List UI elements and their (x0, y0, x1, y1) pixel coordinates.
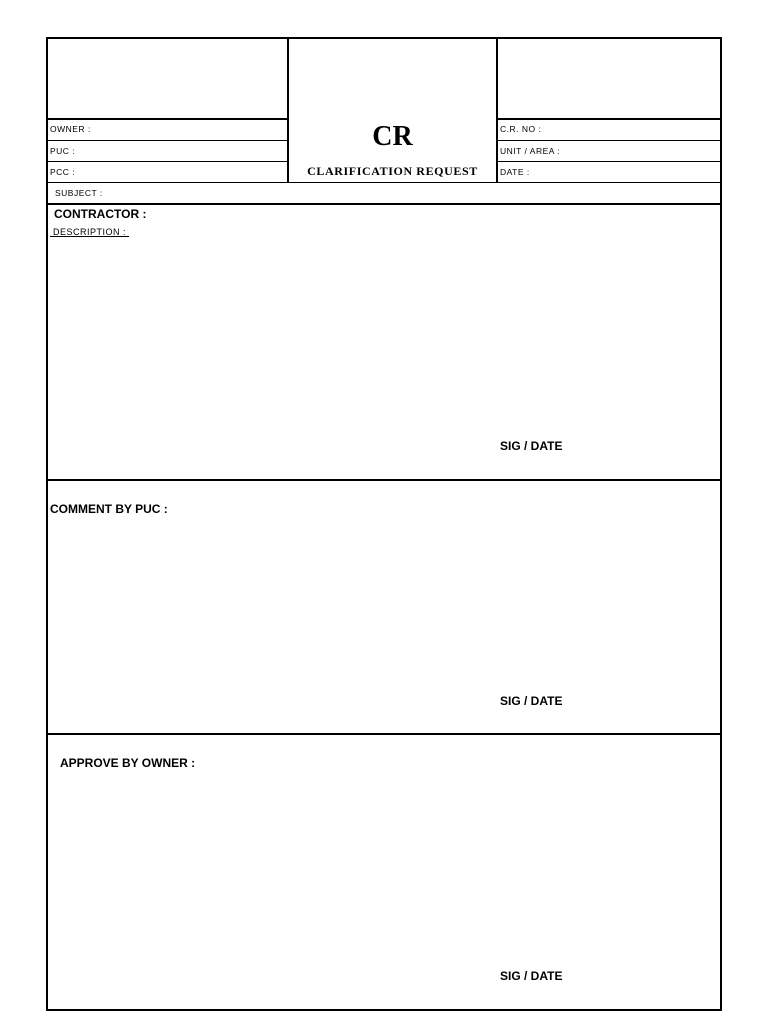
contractor-sig-date: SIG / DATE (500, 439, 563, 453)
subject-bottom-line (46, 203, 722, 205)
right-fields-line-1 (496, 140, 722, 141)
puc-sig-date: SIG / DATE (500, 694, 563, 708)
section-divider-1 (46, 479, 722, 481)
puc-comment-title: COMMENT BY PUC : (50, 502, 168, 516)
pcc-label: PCC : (50, 167, 76, 177)
subject-label: SUBJECT : (55, 188, 103, 198)
left-fields-top (46, 118, 288, 120)
owner-approve-title: APPROVE BY OWNER : (60, 756, 196, 770)
date-label: DATE : (500, 167, 530, 177)
form-title: CR (372, 121, 413, 152)
subject-top-line (46, 182, 722, 183)
contractor-title: CONTRACTOR : (54, 207, 147, 221)
form-subtitle: CLARIFICATION REQUEST (307, 164, 478, 178)
right-fields-line-2 (496, 161, 722, 162)
section-divider-2 (46, 733, 722, 735)
description-label: DESCRIPTION : (50, 227, 130, 237)
outer-border-left (46, 37, 48, 1011)
right-fields-top (496, 118, 722, 120)
puc-label: PUC : (50, 146, 76, 156)
left-fields-line-2 (46, 161, 288, 162)
owner-label: OWNER : (50, 124, 91, 134)
unit-area-label: UNIT / AREA : (500, 146, 561, 156)
outer-border-bottom (46, 1009, 722, 1011)
outer-border-right (720, 37, 722, 1011)
cr-no-label: C.R. NO : (500, 124, 542, 134)
owner-sig-date: SIG / DATE (500, 969, 563, 983)
outer-border-top (46, 37, 722, 39)
left-fields-line-1 (46, 140, 288, 141)
